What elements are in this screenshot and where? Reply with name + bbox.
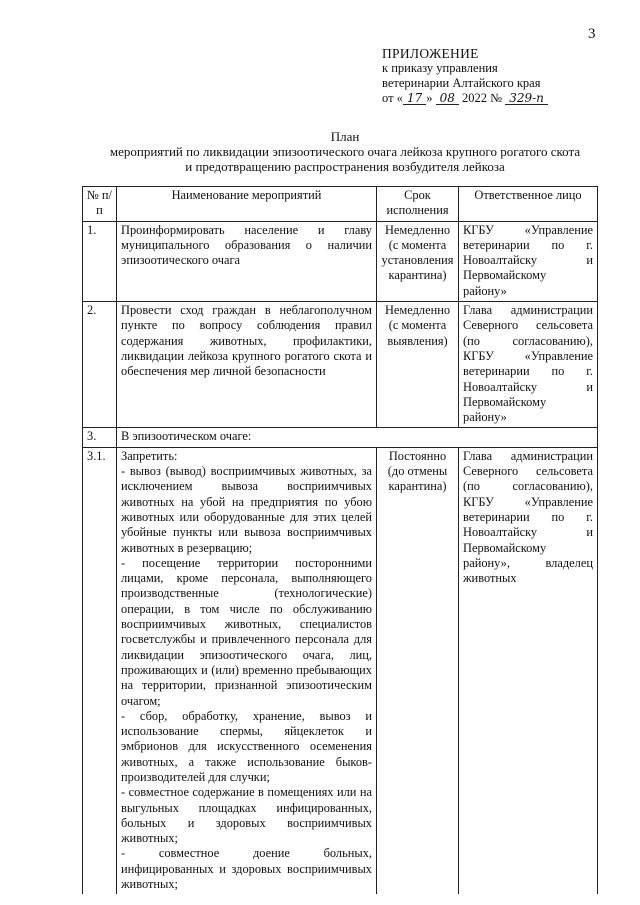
appendix-block	[382, 46, 548, 106]
list-item: - сбор, обработку, хранение, вывоз и использование спермы, яйцеклеток и эмбрионов для искусственного осеменения животных, а также использование быков-производителей для случки;	[121, 708, 372, 784]
table-row	[83, 447, 598, 894]
plan-table	[82, 186, 598, 894]
row-term: Немедленно (с момента установления карантина)	[377, 221, 459, 301]
table-row	[83, 428, 598, 447]
list-item: - совместное содержание в помещениях или на выгульных площадках инфицированных, больных и здоровых восприимчивых животных;	[121, 785, 372, 846]
header-resp: Ответственное лицо	[459, 187, 598, 222]
list-item: - совместное доение больных, инфицированных и здоровых восприимчивых животных;	[121, 846, 372, 892]
date-year: 2022 №	[462, 91, 503, 105]
list-item: - вывоз (вывод) восприимчивых животных, за исключением вывоза восприимчивых животных на убой на предприятия по убою животных или оборудованные для этих целей убойные пункты или вывоза восприимчивых животных в резервацию;	[121, 464, 372, 555]
row-name: Проинформировать население и главу муниципального образования о наличии эпизоотического очага	[117, 221, 377, 301]
title-line2: мероприятий по ликвидации эпизоотического очага лейкоза крупного рогатого скота	[109, 144, 581, 159]
header-term: Срок исполнения	[377, 187, 459, 222]
row-name-title: Запретить:	[121, 448, 178, 463]
header-num: № п/п	[83, 187, 117, 222]
appendix-date-line	[382, 91, 548, 106]
row-num: 3.1.	[83, 447, 117, 894]
appendix-heading: ПРИЛОЖЕНИЕ	[382, 46, 479, 61]
row-term: Постоянно (до отмены карантина)	[377, 447, 459, 894]
table-header-row	[83, 187, 598, 222]
page-number: 3	[588, 26, 596, 42]
title-line1: План	[330, 129, 360, 144]
table-row	[83, 302, 598, 428]
date-day: 17	[403, 92, 426, 105]
date-prefix: от «	[382, 91, 403, 105]
row-num: 1.	[83, 221, 117, 301]
row-name	[117, 447, 377, 894]
appendix-line2: ветеринарии Алтайского края	[382, 76, 541, 90]
row-name: Провести сход граждан в неблагополучном пункте по вопросу соблюдения правил содержания животных, профилактики, ликвидации лейкоза крупного рогатого скота и обеспечения мер личной безопасности	[117, 302, 377, 428]
row-term: Немедленно (с момента выявления)	[377, 302, 459, 428]
document-title	[60, 129, 630, 174]
title-line3: и предотвращению распространения возбудителя лейкоза	[185, 159, 505, 174]
table-row	[83, 221, 598, 301]
row-num: 3.	[83, 428, 117, 447]
appendix-line1: к приказу управления	[382, 61, 498, 75]
row-resp: КГБУ «Управление ветеринарии по г. Новоалтайску и Первомайскому району»	[459, 221, 598, 301]
date-month: 08	[436, 92, 459, 105]
order-number: 329-п	[505, 92, 548, 105]
row-num: 2.	[83, 302, 117, 428]
list-item: - посещение территории посторонними лицами, кроме персонала, выполняющего производственные (технологические) операции, в том числе по обслуживанию восприимчивых животных, специалистов госветслужбы и привлеченного персонала для ликвидации эпизоотического очага, лиц, проживающих и (или) временно пребывающих на территории, признанной эпизоотическим очагом;	[121, 555, 372, 708]
row-resp: Глава администрации Северного сельсовета (по согласованию), КГБУ «Управление ветеринарии по г. Новоалтайску и Первомайскому району»	[459, 302, 598, 428]
date-mid: »	[426, 91, 433, 105]
row-resp: Глава администрации Северного сельсовета (по согласованию), КГБУ «Управление ветеринарии по г. Новоалтайску и Первомайскому району», владелец животных	[459, 447, 598, 894]
header-name: Наименование мероприятий	[117, 187, 377, 222]
row-section-title: В эпизоотическом очаге:	[117, 428, 598, 447]
